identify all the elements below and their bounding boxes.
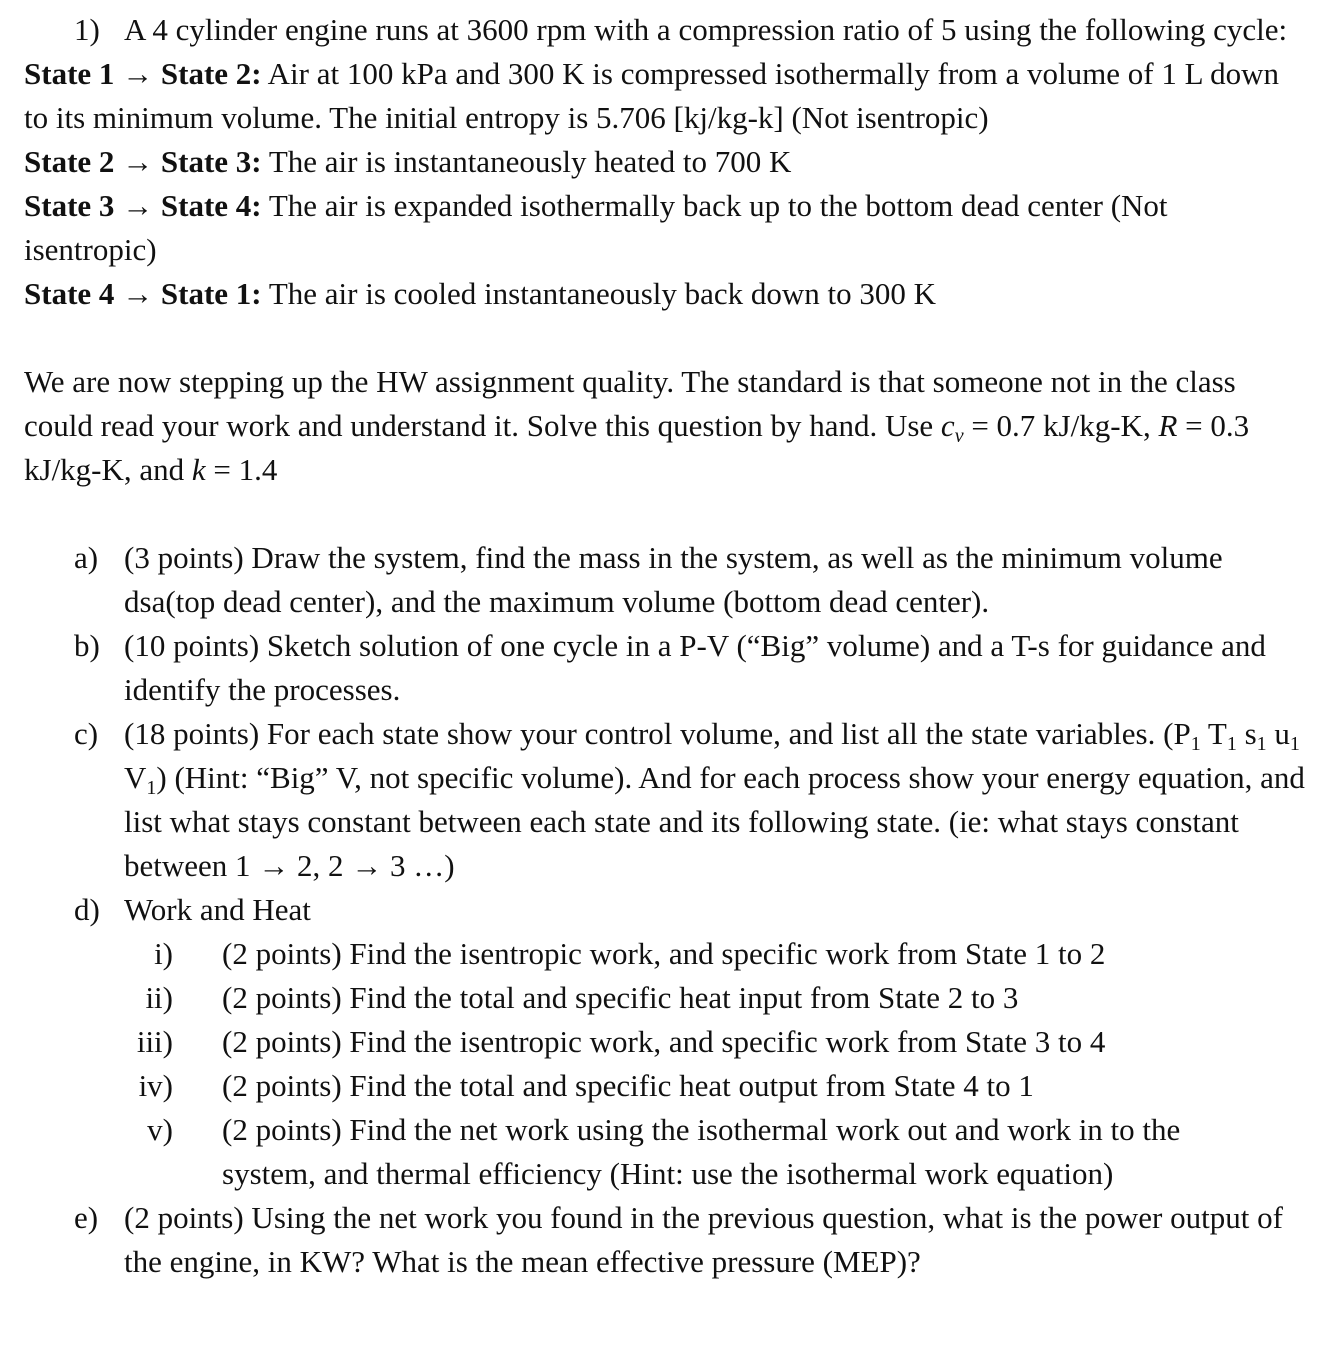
subpart-v [0,1108,1326,1196]
problem-intro: A 4 cylinder engine runs at 3600 rpm with a compression ratio of 5 using the following cycle: [124,12,1288,47]
subpart-text: (2 points) Find the total and specific heat output from State 4 to 1 [222,1068,1034,1103]
subpart-text: (2 points) Find the net work using the isothermal work out and work in to the system, and thermal efficiency (Hint: use the isothermal work equation) [222,1112,1181,1191]
state-text: The air is instantaneously heated to 700 K [268,144,792,179]
state-text: The air is expanded isothermally back up to the bottom dead center (Not isentropic) [24,188,1168,267]
problem-header [0,8,1326,52]
part-e [0,1196,1326,1284]
subpart-iii [0,1020,1326,1064]
state-text: Air at 100 kPa and 300 K is compressed isothermally from a volume of 1 L down to its minimum volume. The initial entropy is 5.706 [kj/kg-k] (Not isentropic) [24,56,1280,135]
subpart-text: (2 points) Find the total and specific heat input from State 2 to 3 [222,980,1019,1015]
part-b [0,624,1326,712]
part-text: (10 points) Sketch solution of one cycle in a P-V (“Big” volume) and a T-s for guidance and identify the processes. [124,628,1266,707]
subpart-label: iii) [136,1024,173,1059]
state-3-to-4 [24,184,1304,272]
subpart-text: (2 points) Find the isentropic work, and specific work from State 3 to 4 [222,1024,1106,1059]
part-label: c) [74,716,99,751]
subpart-label: i) [154,936,173,971]
part-label: e) [74,1200,99,1235]
subpart-iv [0,1064,1326,1108]
state-label: State 1 → State 2: [24,56,262,91]
state-label: State 4 → State 1: [24,276,262,311]
state-1-to-2 [24,52,1304,140]
part-d [0,888,1326,932]
state-label: State 3 → State 4: [24,188,262,223]
part-c [0,712,1326,888]
problem-document [0,8,1326,1284]
problem-number: 1) [74,12,100,47]
subpart-i [0,932,1326,976]
subpart-ii [0,976,1326,1020]
state-4-to-1 [24,272,1304,316]
part-label: a) [74,540,99,575]
subpart-text: (2 points) Find the isentropic work, and specific work from State 1 to 2 [222,936,1106,971]
state-label: State 2 → State 3: [24,144,262,179]
part-label: b) [74,628,100,663]
part-text: (18 points) For each state show your control volume, and list all the state variables. (P1 T1 s1 u1 V1) (Hint: “Big” V, not specific volume). And for each process show your energy equation, and list what stays constant between each state and its following state. (ie: what stays constant between 1 → 2, 2 → 3 …) [124,716,1305,883]
state-2-to-3 [24,140,1304,184]
subpart-label: iv) [138,1068,173,1103]
part-label: d) [74,892,100,927]
state-text: The air is cooled instantaneously back down to 300 K [268,276,937,311]
part-text: (2 points) Using the net work you found in the previous question, what is the power output of the engine, in KW? What is the mean effective pressure (MEP)? [124,1200,1283,1279]
part-text: Work and Heat [124,892,311,927]
subpart-label: ii) [145,980,173,1015]
part-text: (3 points) Draw the system, find the mass in the system, as well as the minimum volume dsa(top dead center), and the maximum volume (bottom dead center). [124,540,1223,619]
part-a [0,536,1326,624]
instructions-paragraph: We are now stepping up the HW assignment quality. The standard is that someone not in the class could read your work and understand it. Solve this question by hand. Use cv = 0.7 kJ/kg-K, R = 0.3 kJ/kg-K, and k = 1.4 [24,364,1250,487]
subpart-label: v) [147,1112,173,1147]
